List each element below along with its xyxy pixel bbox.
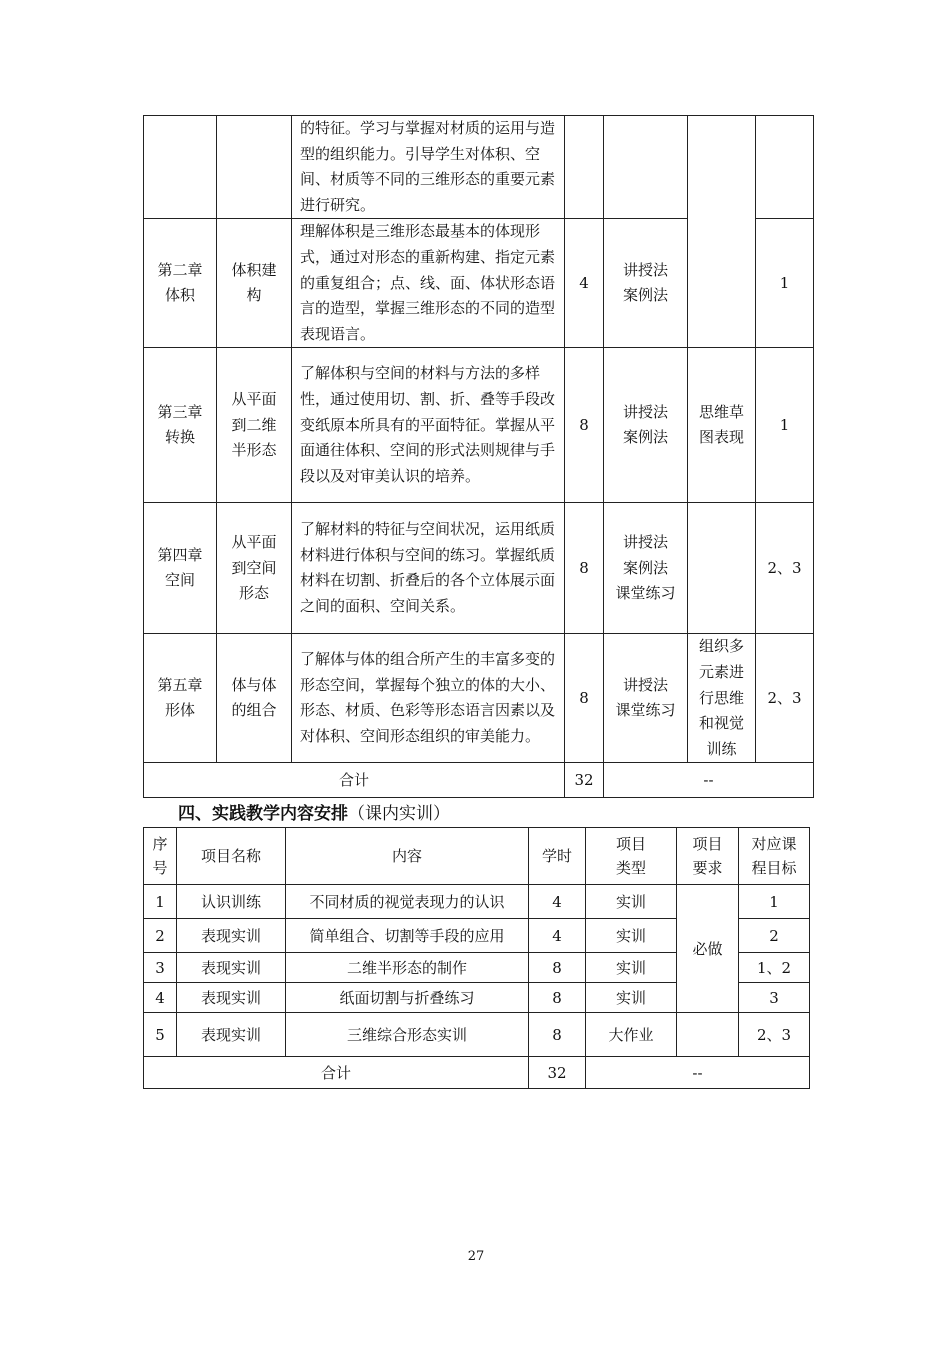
section-heading-note: （课内实训） [348,804,450,824]
table-row [144,1013,810,1057]
practice-cell: 组织多 元素进 行思维 和视觉 训练 [688,634,756,763]
total-rest: -- [604,763,814,798]
total-label: 合计 [144,763,565,798]
index-cell: 5 [144,1013,177,1057]
total-hours: 32 [565,763,604,798]
name-cell: 表现实训 [177,919,286,953]
content-cell: 理解体积是三维形态最基本的体现形式，通过对形态的重新构建、指定元素的重复组合；点、线、面、体状形态语言的造型，掌握三维形态的不同的造型表现语言。 [292,219,565,348]
page-number: 27 [467,1249,485,1264]
name-cell: 表现实训 [177,983,286,1013]
total-rest: -- [586,1057,810,1089]
content-cell: 的特征。学习与掌握对材质的运用与造型的组织能力。引导学生对体积、空间、材质等不同的三维形态的重要元素进行研究。 [292,116,565,219]
total-label: 合计 [144,1057,529,1089]
index-cell: 3 [144,953,177,983]
goal-cell: 2、3 [739,1013,810,1057]
content-cell: 不同材质的视觉表现力的认识 [286,885,529,919]
hours-cell: 4 [529,919,586,953]
hours-cell: 4 [529,885,586,919]
type-cell: 实训 [586,885,677,919]
hours-cell: 8 [565,348,604,503]
chapter-cell: 第四章 空间 [144,503,217,634]
topic-cell: 体积建 构 [217,219,292,348]
content-cell: 二维半形态的制作 [286,953,529,983]
name-cell: 表现实训 [177,1013,286,1057]
hours-cell: 8 [529,1013,586,1057]
content-cell: 简单组合、切割等手段的应用 [286,919,529,953]
header-row [144,828,810,885]
total-row [144,763,814,798]
goal-cell: 2 [739,919,810,953]
topic-cell [217,116,292,219]
goal-cell: 1、2 [739,953,810,983]
table-row [144,634,814,763]
goal-cell: 2、3 [756,634,814,763]
goal-cell [756,116,814,219]
content-cell: 了解材料的特征与空间状况，运用纸质材料进行体积与空间的练习。掌握纸质材料在切割、折叠后的各个立体展示面之间的面积、空间关系。 [292,503,565,634]
hours-cell: 8 [529,953,586,983]
total-hours: 32 [529,1057,586,1089]
topic-cell: 体与体 的组合 [217,634,292,763]
chapter-cell: 第三章 转换 [144,348,217,503]
practice-arrangement-table [143,827,810,1089]
chapter-cell: 第五章 形体 [144,634,217,763]
content-cell: 三维综合形态实训 [286,1013,529,1057]
practice-cell: 思维草 图表现 [688,348,756,503]
index-cell: 2 [144,919,177,953]
total-row [144,1057,810,1089]
header-goal: 对应课 程目标 [739,828,810,885]
topic-cell: 从平面 到空间 形态 [217,503,292,634]
hours-cell: 4 [565,219,604,348]
type-cell: 实训 [586,953,677,983]
hours-cell: 8 [529,983,586,1013]
practice-cell [688,503,756,634]
goal-cell: 2、3 [756,503,814,634]
method-cell: 讲授法 案例法 [604,348,688,503]
header-name: 项目名称 [177,828,286,885]
table-row [144,885,810,919]
section-heading-title: 四、实践教学内容安排 [178,804,348,824]
method-cell: 讲授法 课堂练习 [604,634,688,763]
name-cell: 表现实训 [177,953,286,983]
content-cell: 纸面切割与折叠练习 [286,983,529,1013]
method-cell [604,116,688,219]
chapter-cell [144,116,217,219]
type-cell: 实训 [586,919,677,953]
requirement-cell [677,1013,739,1057]
index-cell: 4 [144,983,177,1013]
header-requirement: 项目 要求 [677,828,739,885]
table-row [144,116,814,219]
goal-cell: 1 [739,885,810,919]
goal-cell: 3 [739,983,810,1013]
table-row [144,503,814,634]
header-index: 序 号 [144,828,177,885]
type-cell: 实训 [586,983,677,1013]
teaching-content-table [143,115,814,798]
requirement-cell: 必做 [677,885,739,1013]
header-type: 项目 类型 [586,828,677,885]
content-cell: 了解体积与空间的材料与方法的多样性，通过使用切、割、折、叠等手段改变纸原本所具有的平面特征。掌握从平面通往体积、空间的形式法则规律与手段以及对审美认识的培养。 [292,348,565,503]
hours-cell: 8 [565,503,604,634]
topic-cell: 从平面 到二维 半形态 [217,348,292,503]
goal-cell: 1 [756,348,814,503]
method-cell: 讲授法 案例法 [604,219,688,348]
method-cell: 讲授法 案例法 课堂练习 [604,503,688,634]
practice-cell [688,116,756,348]
content-cell: 了解体与体的组合所产生的丰富多变的形态空间，掌握每个独立的体的大小、形态、材质、色彩等形态语言因素以及对体积、空间形态组织的审美能力。 [292,634,565,763]
goal-cell: 1 [756,219,814,348]
index-cell: 1 [144,885,177,919]
section-heading [178,802,450,826]
header-content: 内容 [286,828,529,885]
header-hours: 学时 [529,828,586,885]
hours-cell [565,116,604,219]
hours-cell: 8 [565,634,604,763]
table-row [144,348,814,503]
chapter-cell: 第二章 体积 [144,219,217,348]
type-cell: 大作业 [586,1013,677,1057]
name-cell: 认识训练 [177,885,286,919]
